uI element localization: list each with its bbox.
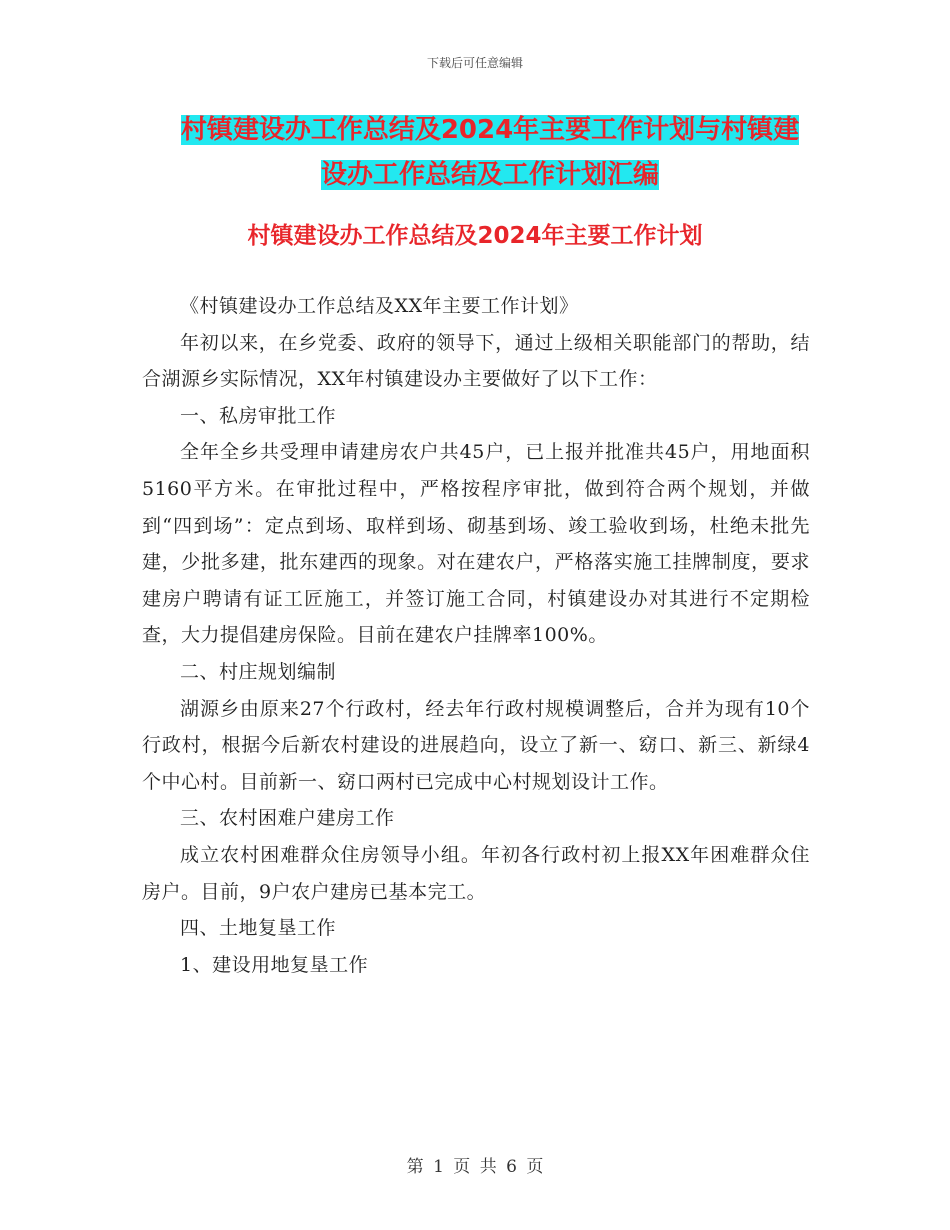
paragraph: 湖源乡由原来27个行政村，经去年行政村规模调整后，合并为现有10个行政村，根据今后新农村建设的进展趋向，设立了新一、窈口、新三、新绿4个中心村。目前新一、窈口两村已完成中心村规划设计工作。 [142,697,810,793]
paragraph: 三、农村困难户建房工作 [180,807,395,830]
body-text [142,288,810,983]
section-title: 村镇建设办工作总结及2024年主要工作计划 [247,223,703,249]
paragraph: 四、土地复垦工作 [180,917,337,940]
main-title-line1: 村镇建设办工作总结及2024年主要工作计划与村镇建 [180,115,800,145]
page-footer: 第 1 页 共 6 页 [406,1157,544,1177]
main-title [140,108,840,198]
header-note: 下载后可任意编辑 [426,56,523,70]
paragraph: 全年全乡共受理申请建房农户共45户，已上报并批准共45户，用地面积5160平方米。在审批过程中，严格按程序审批，做到符合两个规划，并做到“四到场”：定点到场、取样到场、砌基到场、竣工验收到场，杜绝未批先建，少批多建，批东建西的现象。对在建农户，严格落实施工挂牌制度，要求建房户聘请有证工匠施工，并签订施工合同，村镇建设办对其进行不定期检查，大力提倡建房保险。目前在建农户挂牌率100%。 [142,441,810,647]
main-title-line2: 设办工作总结及工作计划汇编 [320,160,659,190]
paragraph: 年初以来，在乡党委、政府的领导下，通过上级相关职能部门的帮助，结合湖源乡实际情况，XX年村镇建设办主要做好了以下工作： [142,331,810,391]
paragraph: 《村镇建设办工作总结及XX年主要工作计划》 [180,295,579,317]
paragraph: 1、建设用地复垦工作 [180,953,369,976]
paragraph: 一、私房审批工作 [180,404,337,427]
paragraph: 二、村庄规划编制 [180,660,337,683]
paragraph: 成立农村困难群众住房领导小组。年初各行政村初上报XX年困难群众住房户。目前，9户农户建房已基本完工。 [142,843,810,903]
